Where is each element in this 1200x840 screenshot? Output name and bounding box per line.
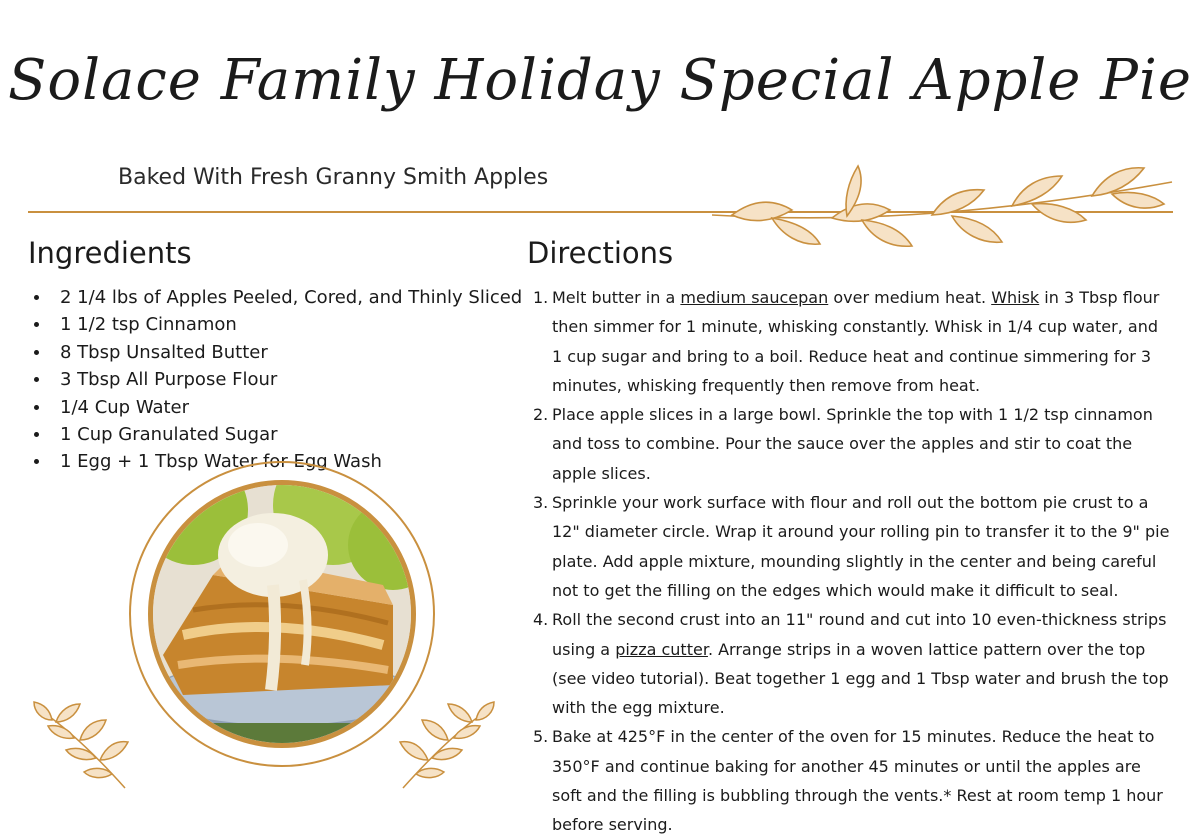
ingredients-heading: Ingredients (28, 236, 192, 270)
leaf-branch-icon (30, 690, 130, 790)
whisk-link[interactable]: Whisk (991, 288, 1040, 307)
list-item: 1 Egg + 1 Tbsp Water for Egg Wash (28, 448, 522, 475)
list-item: 1 1/2 tsp Cinnamon (28, 311, 522, 338)
direction-step (533, 400, 1173, 488)
directions-heading: Directions (527, 236, 674, 270)
step-text: Place apple slices in a large bowl. Sprinkle the top with 1 1/2 tsp cinnamon and toss to combine. Pour the sauce over the apples and stir to coat the apple slices. (552, 405, 1153, 483)
step-number: 3. (533, 493, 549, 513)
list-item: 2 1/4 lbs of Apples Peeled, Cored, and Thinly Sliced (28, 284, 522, 311)
list-item: 1 Cup Granulated Sugar (28, 421, 522, 448)
direction-step (533, 488, 1173, 605)
direction-step (533, 605, 1173, 722)
step-text: Melt butter in a (552, 288, 681, 307)
step-text: Sprinkle your work surface with flour and roll out the bottom pie crust to a 12" diameter circle. Wrap it around your rolling pin to transfer it to the 9" pie plate. Add apple mixture, mounding slightly in the center and being careful not to get the filling on the edges which would make it difficult to seal. (552, 493, 1170, 600)
leaf-branch-icon (398, 690, 498, 790)
step-text: Bake at 425°F in the center of the oven for 15 minutes. Reduce the heat to 350°F and continue baking for another 45 minutes or until the apples are soft and the filling is bubbling through the vents.* Rest at room temp 1 hour before serving. (552, 727, 1163, 835)
step-number: 5. (533, 727, 549, 747)
list-item: 3 Tbsp All Purpose Flour (28, 366, 522, 393)
step-text: over medium heat. (828, 288, 992, 307)
directions-list (533, 283, 1173, 840)
leaf-branch-icon (712, 160, 1182, 270)
step-number: 2. (533, 405, 549, 425)
step-text: . Arrange strips in a woven lattice pattern over the top (see video tutorial). Beat together 1 egg and 1 Tbsp water and brush the top with the egg mixture. (552, 639, 1169, 718)
direction-step (533, 722, 1173, 839)
direction-step (533, 283, 1173, 400)
apple-pie-image (153, 485, 411, 743)
pizza-cutter-link[interactable]: pizza cutter (615, 639, 708, 659)
step-number: 4. (533, 610, 549, 630)
ingredients-list (28, 284, 522, 476)
list-item: 8 Tbsp Unsalted Butter (28, 339, 522, 366)
step-text: in 3 Tbsp flour then simmer for 1 minute, whisking constantly. Whisk in 1/4 cup water, and 1 cup sugar and bring to a boil. Reduce heat and continue simmering for 3 minutes, whisking frequently then remove from heat. (552, 288, 1160, 395)
list-item: 1/4 Cup Water (28, 394, 522, 421)
step-text: Roll the second crust into an 11" round and cut into 10 even-thickness strips using a (552, 610, 1167, 659)
apple-pie-photo (148, 480, 416, 748)
medium-saucepan-link[interactable]: medium saucepan (680, 288, 829, 307)
recipe-title: Solace Family Holiday Special Apple Pie (8, 48, 1192, 113)
recipe-subtitle: Baked With Fresh Granny Smith Apples (118, 165, 549, 190)
step-number: 1. (533, 288, 549, 307)
